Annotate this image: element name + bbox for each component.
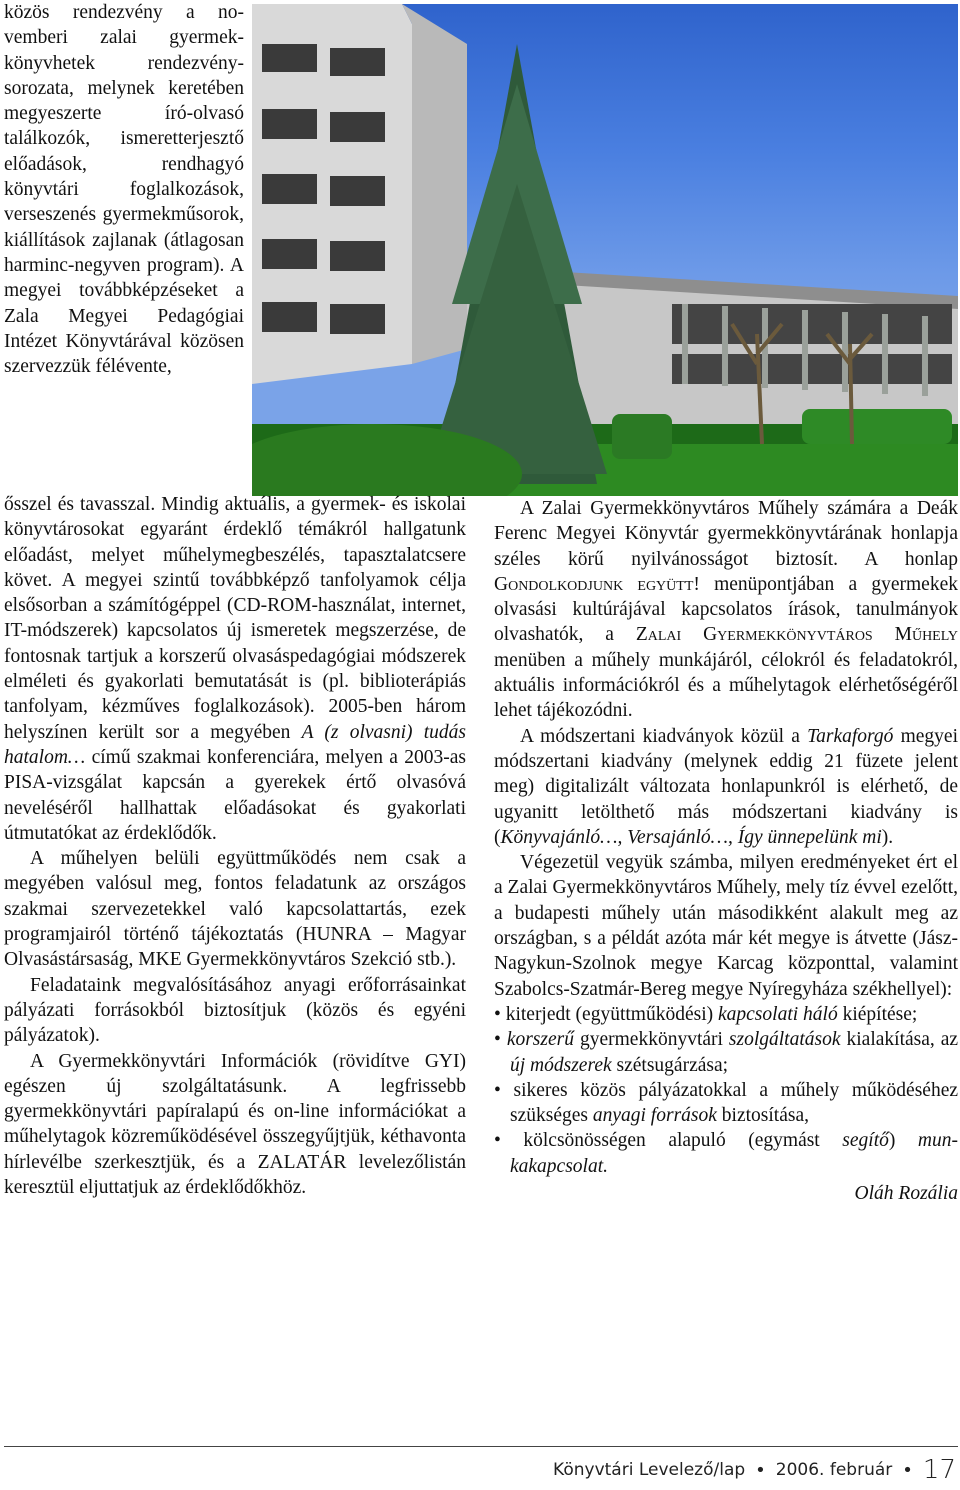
paragraph-text: ). (881, 826, 894, 848)
list-emphasis: új módszerek (510, 1054, 612, 1076)
right-column (494, 496, 958, 1206)
paragraph-cooperation: A műhelyen belüli együttműködés nem csak a megyében valósul meg, fontos feladatunk az országos szakmai szervezetekkel való kapcsolattartás, ezek programjairól történő tájékoztatás (HUNRA – Magyar Olvasástársaság, MKE Gyermekkönyvtáros Szekció stb.). (4, 848, 466, 971)
list-text: kialakítása, az (846, 1029, 959, 1051)
list-text: kiterjedt (együttműködési) (505, 1003, 714, 1025)
menu-name: Gondolkodjunk együtt (494, 573, 694, 595)
publication-name: Könyvtári Levelező/lap (553, 1460, 746, 1480)
bullet-separator: • (755, 1459, 766, 1481)
page-number: 17 (922, 1455, 956, 1485)
paragraph-text: című szakmai konferenciára, melyen a 2003-as PISA-vizsgálat kapcsán a gyerekek értő olvasóvá neveléséről hallhattak előadásokat és gyakorlati útmutatókat az érdeklődők. (4, 746, 467, 844)
list-text: ) (888, 1130, 896, 1152)
paragraph-text: ősszel és tavasszal. Mindig aktuális, a gyermek- és iskolai könyvtárosokat egyaránt érdeklő témákról hallgatunk előadást, melyet műhelymegbeszélés, tapasztalatcsere követ. A megyei szintű továbbképző tanfolyamok célja elsősorban a számítógéppel (CD-ROM-használat, internet, IT-módszerek) kapcsolatos új ismeretek megszerzése, de fontosnak tartjuk a korszerű olvasáspedagógiai módszerek elméleti és gyakorlati bemutatását is (pl. biblioterápiás tanfolyam, kézműves foglalkozások). 2005-ben három helyszínen került sor a megyében (4, 494, 466, 743)
paragraph-text: ! menüpontjában a gyermekek olvasási kultúrájával kapcsolatos írások, tanulmányok olvashatók, a (494, 573, 958, 646)
paragraph-text: A módszertani kiadványok közül a (520, 725, 800, 747)
paragraph-results: Végezetül vegyük számba, milyen eredményeket ért el a Zalai Gyermekkönyvtáros Műhely, mely tíz évvel ezelőtt, a budapesti műhely után másodikként alakult meg az országban, s a példát azóta már két megye is átvette (Jász-Nagykun-Szolnok megye Karcag központtal, valamint Szabolcs-Szatmár-Bereg megye Nyíregyháza székhellyel): (494, 852, 958, 1000)
paragraph-text: A Zalai Gyermekkönyvtáros Műhely számára a Deák Ferenc Megyei Könyvtár gyermekkönyvtárának honlapja széles körű nyilvánosságot biztosít. A honlap (494, 498, 958, 570)
list-text: kölcsönösségen alapuló (egymást (523, 1130, 820, 1152)
list-emphasis: kapcsolati háló (718, 1003, 838, 1025)
paragraph-intro: közös rendezvény a novemberi zalai gyermekkönyvhetek rendezvénysorozata, melynek keretében megyeszerte író-olvasó találkozók, ismeretterjesztő előadások, rendhagyó könyvtári foglalkozások, verseszenés gyermekműsorok, kiállítások zajlanak (átlagosan harminc-negyven program). A megyei továbbképzéseket a Zala Megyei Pedagógiai Intézet Könyvtárával közösen szervezzük félévente, (4, 2, 244, 378)
paragraph-funding: Feladataink megvalósításához anyagi erőforrásainkat pályázati forrásokból biztosítjuk (közös és egyéni pályázatok). (4, 974, 466, 1047)
list-text: gyermekkönyvtári (579, 1029, 723, 1051)
list-emphasis: munkakapcsolat. (510, 1130, 959, 1177)
left-column-bottom (4, 492, 466, 1200)
library-building-photo (252, 4, 958, 496)
issue-date: 2006. február (775, 1460, 893, 1480)
list-text: kiépítése; (842, 1003, 918, 1025)
paragraph-gyi: A Gyermekkönyvtári Információk (rövidítve GYI) egészen új szolgáltatásunk. A legfrissebb gyermekkönyvtári papíralapú és on-line információkat a műhelytagok közreműködésével összegyűjtjük, kéthavonta hírlevélbe szerkesztjük, és a ZALATÁR levelezőlistán keresztül eljuttatjuk az érdeklődőkhöz. (4, 1050, 466, 1199)
list-item (494, 1128, 958, 1179)
paragraph-text: megyei módszertani kiadvány (melynek eddig 21 füzete jelent meg) digitalizált változata honlapunkról is elérhető, de ugyanitt letölthető más módszertani kiadvány is ( (494, 725, 959, 848)
conference-title: A (z olvasni) tudás hatalom… (4, 721, 467, 768)
list-emphasis: anyagi források (592, 1105, 717, 1127)
list-text: sikeres közös pályázatokkal a műhely működéséhez szükséges (510, 1079, 958, 1127)
list-emphasis: korszerű (506, 1029, 574, 1051)
footer-rule (4, 1446, 958, 1447)
paragraph-trainings (4, 492, 466, 846)
list-item (494, 1027, 958, 1078)
bullet-separator: • (902, 1459, 913, 1481)
menu-name: Zalai Gyermekkönyvtáros Műhely (635, 624, 958, 646)
publication-title: Tarkaforgó (807, 725, 894, 747)
list-emphasis: segítő (842, 1130, 889, 1152)
results-list (494, 1002, 958, 1179)
author-signature: Oláh Rozália (854, 1183, 958, 1205)
paragraph-publications (494, 724, 958, 850)
list-text: szétsugárzása; (616, 1054, 729, 1076)
paragraph-website (494, 496, 958, 724)
list-text: biztosítása, (721, 1105, 809, 1127)
list-item (494, 1002, 958, 1027)
left-column-top (4, 0, 244, 379)
list-item (494, 1078, 958, 1129)
publication-titles: Könyvajánló…, Versajánló…, Így ünnepelünk mi (500, 826, 882, 848)
list-emphasis: szolgáltatások (728, 1029, 841, 1051)
paragraph-text: menüben a műhely munkájáról, célokról és feladatokról, aktuális információkról és a műhelytagok elérhetőségéről lehet tájékozódni. (494, 649, 958, 722)
page-footer (553, 1455, 956, 1485)
